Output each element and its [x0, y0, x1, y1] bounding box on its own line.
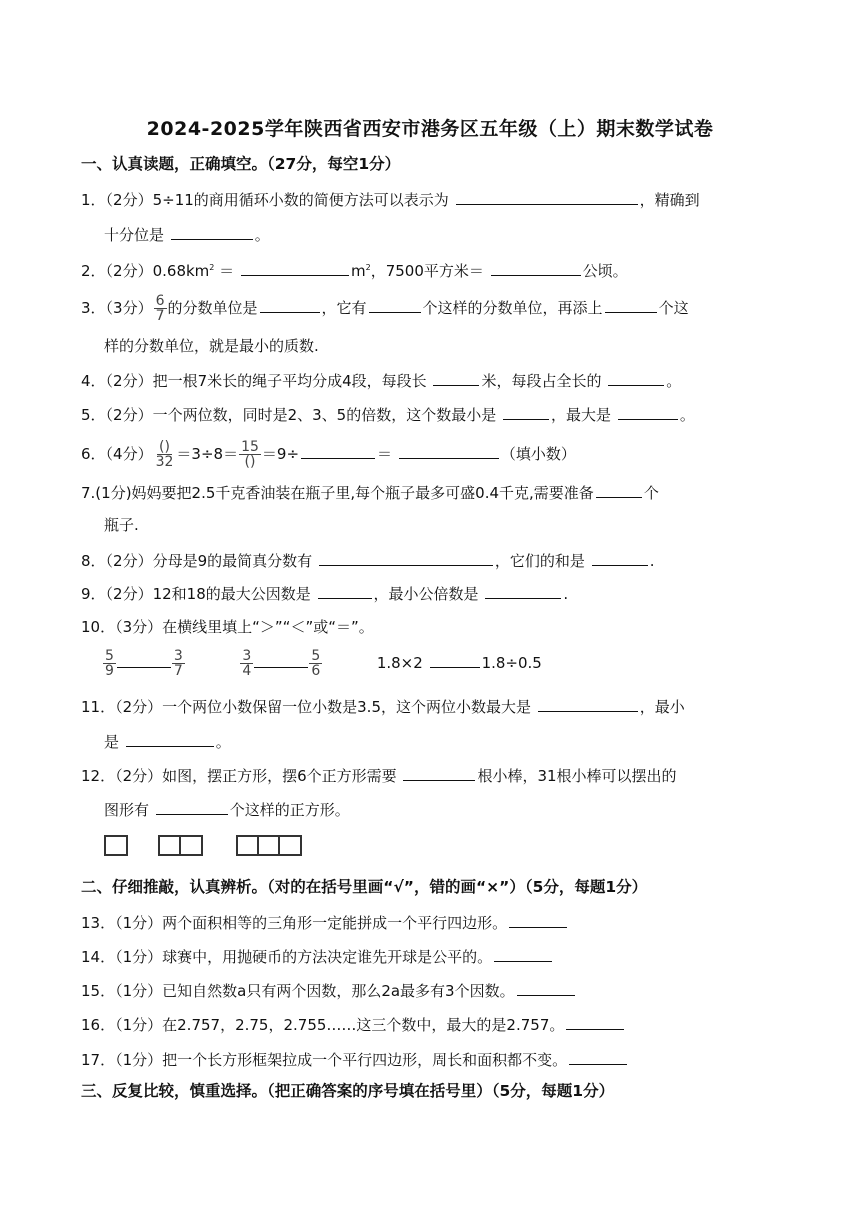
q6-text-2: ＝3÷8＝ [176, 445, 239, 463]
answer-blank[interactable] [509, 912, 567, 928]
q14-text: 14．（1分）球赛中，用抛硬币的方法决定谁先开球是公平的。 [81, 948, 493, 966]
q6-text-5: （填小数） [500, 445, 576, 463]
denominator: 6 [311, 663, 321, 679]
q3-text: 3．（3分） [81, 299, 153, 317]
question-8 [81, 550, 655, 571]
question-5 [81, 404, 695, 425]
answer-blank[interactable] [538, 696, 638, 712]
numerator: 6 [155, 293, 165, 309]
question-1-cont [104, 224, 270, 245]
q2-text: 2．（2分）0.68km [81, 262, 210, 280]
denominator: 4 [242, 663, 252, 679]
q8-text: 8．（2分）分母是9的最简真分数有 [81, 552, 313, 570]
fraction [103, 649, 116, 678]
two-squares [158, 835, 203, 856]
question-3-cont: 样的分数单位，就是最小的质数. [104, 337, 319, 355]
q7-text-2: 个 [643, 484, 659, 502]
question-12-cont [104, 799, 350, 820]
answer-blank[interactable] [171, 224, 253, 240]
question-15 [81, 980, 577, 1001]
q1-text-2: ，精确到 [639, 191, 700, 209]
q2-superscript: 2 [209, 263, 215, 272]
q16-text: 16．（1分）在2.757，2.75，2.755……这三个数中，最大的是2.757。 [81, 1016, 565, 1034]
answer-blank[interactable] [260, 297, 320, 313]
answer-blank[interactable] [596, 482, 642, 498]
question-10-compare [102, 649, 542, 678]
fraction [154, 440, 176, 469]
q7-text: 7.(1分)妈妈要把2.5千克香油装在瓶子里,每个瓶子最多可盛0.4千克,需要准备 [81, 484, 594, 502]
numerator: () [159, 439, 170, 455]
q11-text-4: 。 [215, 733, 231, 751]
answer-blank[interactable] [319, 550, 493, 566]
answer-blank[interactable] [456, 189, 638, 205]
answer-blank[interactable] [494, 946, 552, 962]
answer-blank[interactable] [301, 443, 375, 459]
q13-text: 13．（1分）两个面积相等的三角形一定能拼成一个平行四边形。 [81, 914, 508, 932]
q2-text-2: ，7500平方米＝ [370, 262, 484, 280]
numerator: 3 [173, 648, 183, 664]
q12-text-4: 个这样的正方形。 [229, 801, 350, 819]
q9-text-3: . [563, 585, 569, 603]
question-6 [81, 440, 576, 469]
q5-text-3: 。 [679, 406, 695, 424]
answer-blank[interactable] [592, 550, 648, 566]
q17-text: 17．（1分）把一个长方形框架拉成一个平行四边形，周长和面积都不变。 [81, 1051, 568, 1069]
answer-blank[interactable] [241, 260, 349, 276]
question-4 [81, 370, 681, 391]
answer-blank[interactable] [517, 980, 575, 996]
answer-blank[interactable] [156, 799, 228, 815]
answer-blank[interactable] [403, 765, 475, 781]
q11-text-2: ，最小 [639, 698, 685, 716]
answer-blank[interactable] [503, 404, 549, 420]
answer-blank[interactable] [485, 583, 561, 599]
question-11 [81, 696, 685, 717]
q11-text-3: 是 [104, 733, 120, 751]
fraction [309, 649, 322, 678]
q2-text-3: 公顷。 [582, 262, 628, 280]
question-1 [81, 189, 700, 210]
compare-left: 1.8×2 [376, 654, 423, 672]
section-2-heading: 二、仔细推敲，认真辨析。（对的在括号里画“√”，错的画“×”）（5分，每题1分） [81, 878, 648, 896]
numerator: 15 [241, 439, 259, 455]
fraction [154, 294, 167, 323]
q3-text-5: 个这 [658, 299, 689, 317]
q9-text-2: ，最小公倍数是 [373, 585, 479, 603]
question-3 [81, 294, 689, 323]
answer-blank[interactable] [608, 370, 664, 386]
denominator: 9 [105, 663, 114, 679]
answer-blank[interactable] [430, 652, 480, 668]
answer-blank[interactable] [618, 404, 678, 420]
question-10: 10．（3分）在横线里填上“＞”“＜”或“＝”。 [81, 618, 374, 636]
q3-text-4: 个这样的分数单位，再添上 [422, 299, 603, 317]
fraction [172, 649, 185, 678]
denominator: 7 [173, 663, 183, 679]
section-3-heading: 三、反复比较，慎重选择。（把正确答案的序号填在括号里）（5分，每题1分） [81, 1082, 615, 1100]
q3-text-3: ，它有 [321, 299, 367, 317]
compare-right: 1.8÷0.5 [481, 654, 542, 672]
question-13 [81, 912, 569, 933]
q9-text: 9．（2分）12和18的最大公因数是 [81, 585, 311, 603]
q4-text-2: 米，每段占全长的 [481, 372, 602, 390]
q5-text: 5．（2分）一个两位数，同时是2、3、5的倍数，这个数最小是 [81, 406, 497, 424]
q4-text-3: 。 [666, 372, 682, 390]
q2-equals: ＝ [219, 262, 235, 280]
q1-text-4: 。 [254, 226, 270, 244]
question-7 [81, 482, 659, 503]
answer-blank[interactable] [491, 260, 581, 276]
question-12 [81, 765, 677, 786]
q15-text: 15．（1分）已知自然数a只有两个因数，那么2a最多有3个因数。 [81, 982, 515, 1000]
question-14 [81, 946, 554, 967]
q1-text-3: 十分位是 [104, 226, 165, 244]
fraction [240, 649, 253, 678]
question-11-cont [104, 731, 231, 752]
q1-text: 1．（2分）5÷11的商用循环小数的简便方法可以表示为 [81, 191, 449, 209]
q2-superscript-2: 2 [365, 263, 371, 272]
q12-text-2: 根小棒，31根小棒可以摆出的 [477, 767, 677, 785]
answer-blank[interactable] [566, 1014, 624, 1030]
numerator: 3 [242, 648, 252, 664]
q6-text-3: ＝9÷ [261, 445, 300, 463]
q12-text-3: 图形有 [104, 801, 150, 819]
fraction [239, 440, 261, 469]
section-1-heading: 一、认真读题，正确填空。（27分，每空1分） [81, 155, 401, 173]
exam-title: 2024-2025学年陕西省西安市港务区五年级（上）期末数学试卷 [146, 118, 714, 140]
q12-text: 12．（2分）如图，摆正方形，摆6个正方形需要 [81, 767, 397, 785]
answer-blank[interactable] [318, 583, 372, 599]
answer-blank[interactable] [605, 297, 657, 313]
q8-text-3: . [649, 552, 655, 570]
question-16 [81, 1014, 626, 1035]
answer-blank[interactable] [399, 443, 499, 459]
numerator: 5 [105, 648, 114, 664]
question-17 [81, 1049, 629, 1070]
answer-blank[interactable] [369, 297, 421, 313]
numerator: 5 [311, 648, 321, 664]
question-2 [81, 258, 628, 281]
answer-blank[interactable] [433, 370, 479, 386]
one-square [104, 835, 128, 856]
q6-text-4: ＝ [377, 445, 393, 463]
q2-unit: m [350, 262, 366, 280]
denominator: 7 [155, 308, 165, 324]
question-7-cont: 瓶子. [104, 516, 139, 534]
answer-blank[interactable] [569, 1049, 627, 1065]
denominator: () [244, 454, 256, 470]
q11-text: 11．（2分）一个两位小数保留一位小数是3.5，这个两位小数最大是 [81, 698, 531, 716]
question-9 [81, 583, 568, 604]
q4-text: 4．（2分）把一根7米长的绳子平均分成4段，每段长 [81, 372, 427, 390]
answer-blank[interactable] [117, 652, 171, 668]
q6-text: 6．（4分） [81, 445, 153, 463]
q5-text-2: ，最大是 [551, 406, 612, 424]
denominator: 32 [155, 454, 174, 470]
q8-text-2: ，它们的和是 [494, 552, 585, 570]
three-squares [236, 835, 302, 856]
answer-blank[interactable] [254, 652, 308, 668]
answer-blank[interactable] [126, 731, 214, 747]
q3-text-2: 的分数单位是 [167, 299, 258, 317]
